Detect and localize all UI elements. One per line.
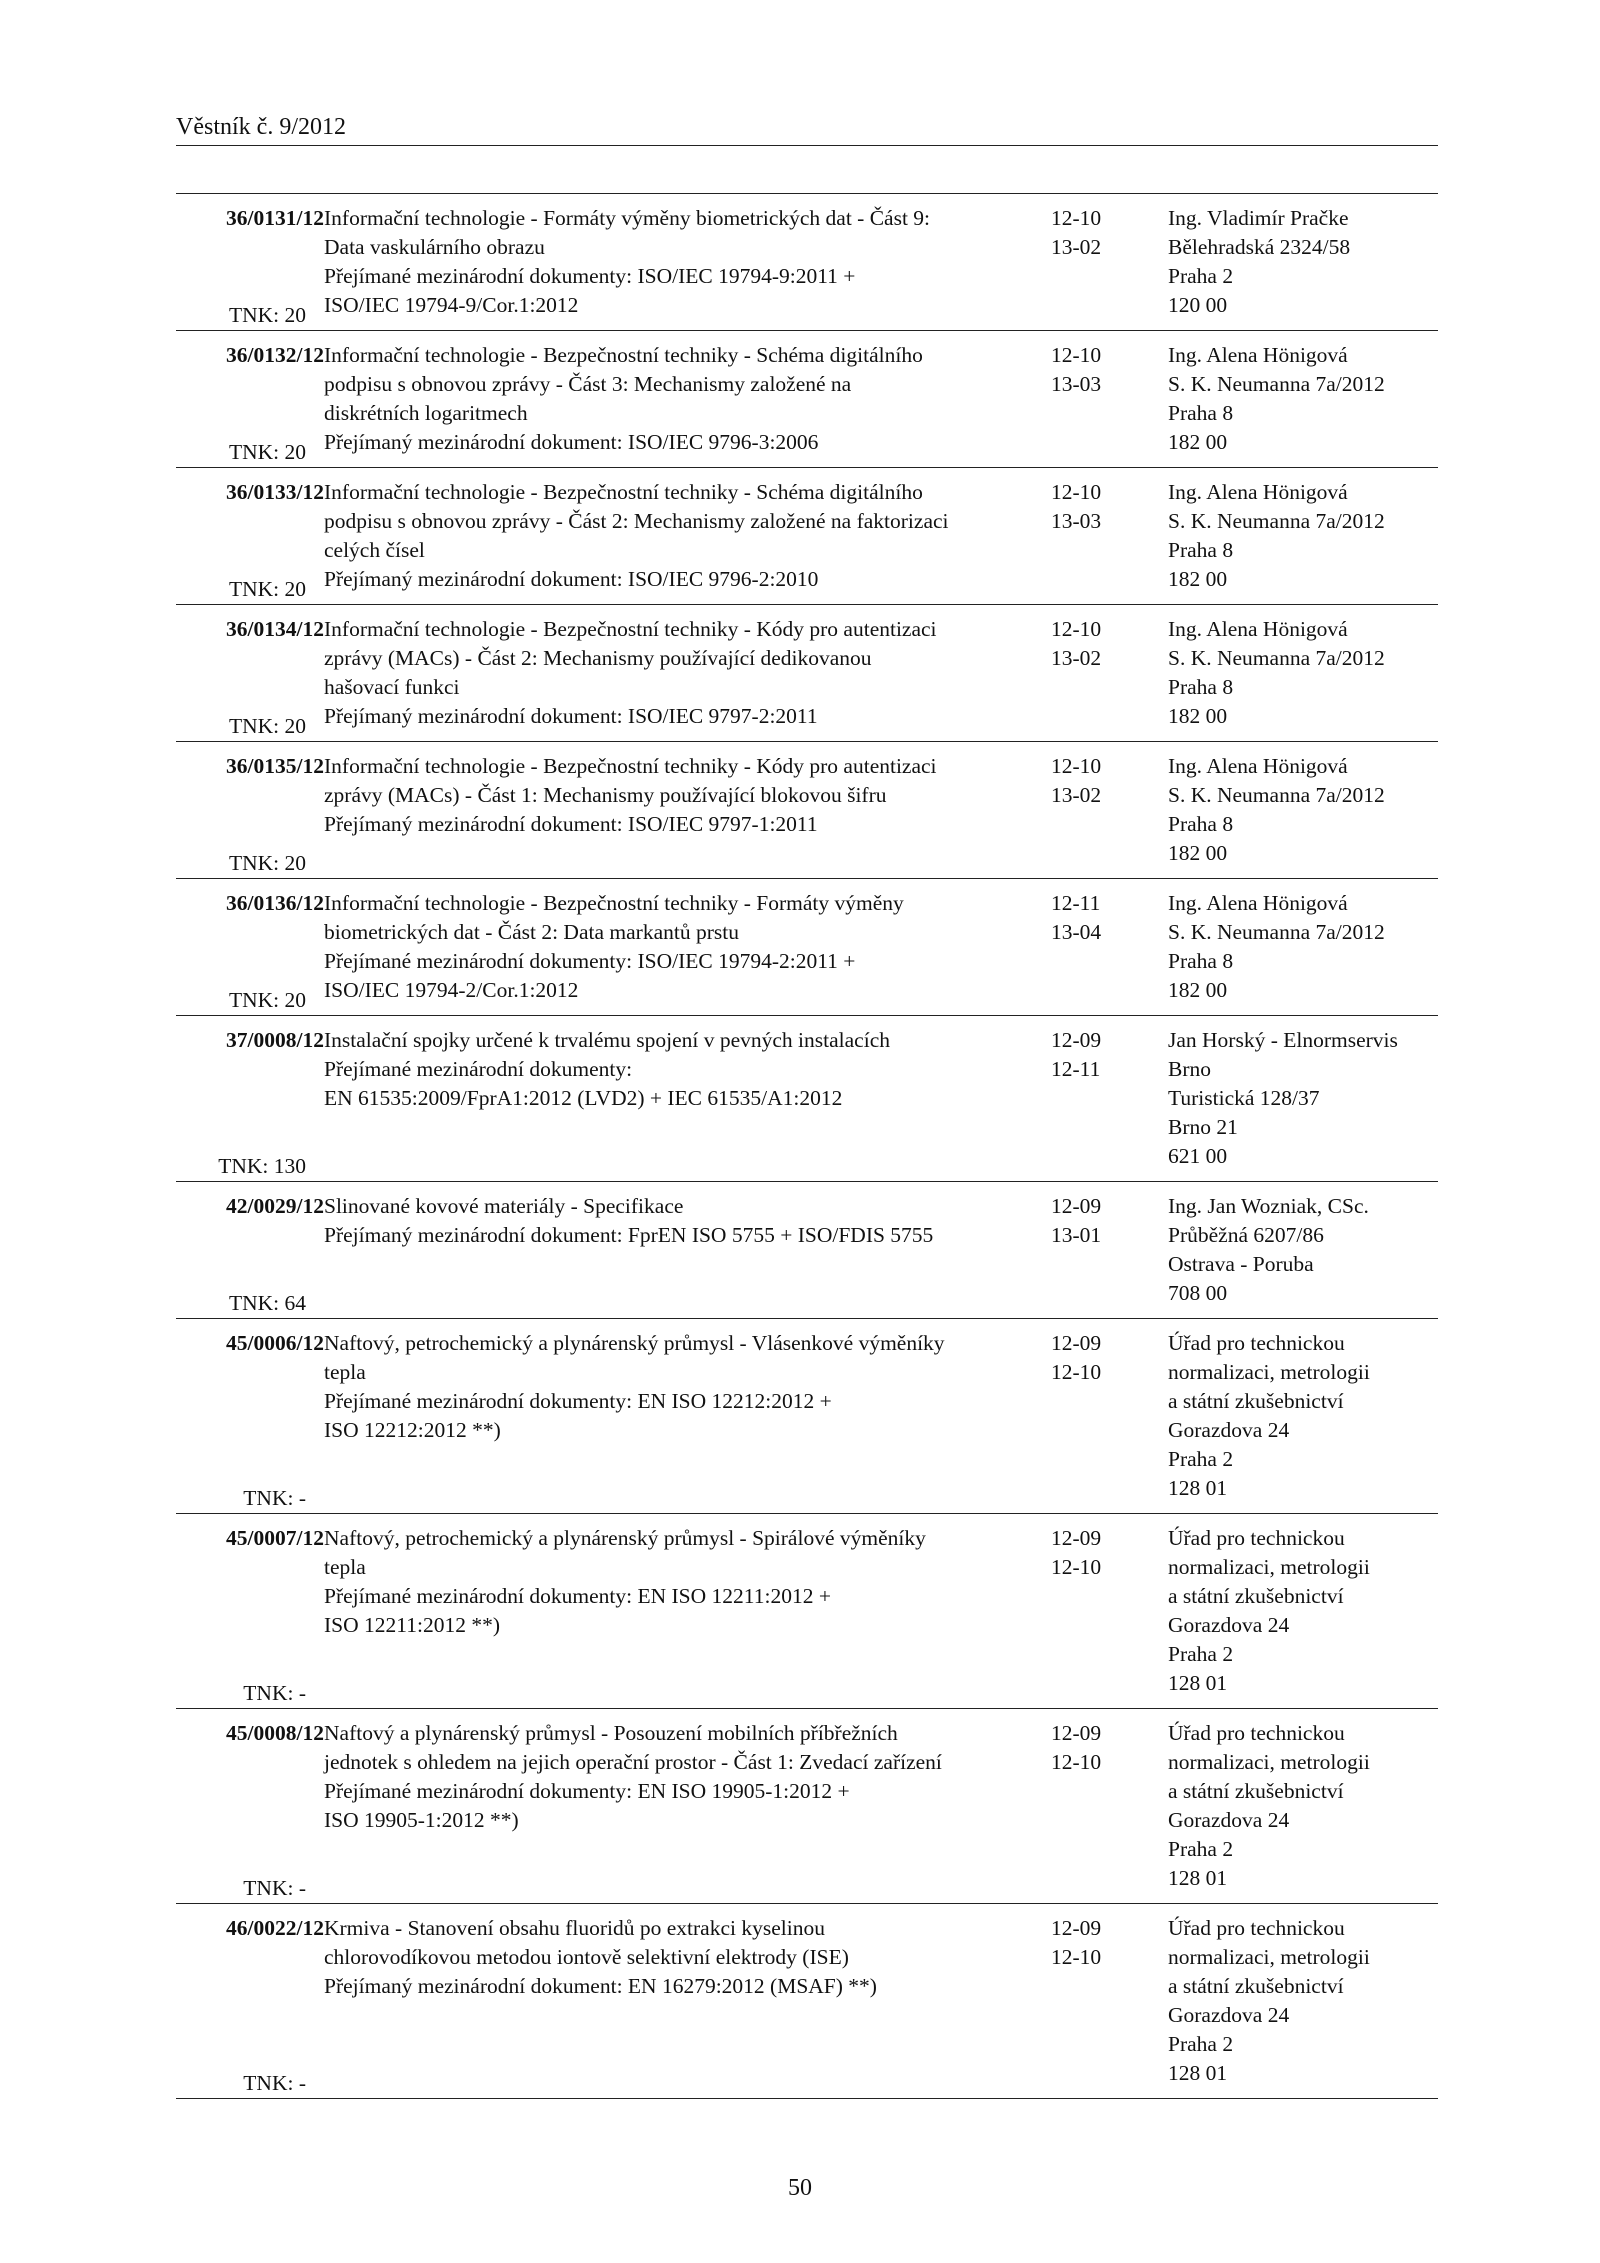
row-dates-cell [1051, 1514, 1168, 1709]
title-line: Informační technologie - Bezpečnostní techniky - Schéma digitálního [324, 480, 923, 504]
contact-line: 182 00 [1168, 841, 1228, 865]
title-line: Data vaskulárního obrazu [324, 235, 545, 259]
contact-line: 128 01 [1168, 1476, 1228, 1500]
contact-line: normalizaci, metrologii [1168, 1555, 1370, 1579]
contact-line: normalizaci, metrologii [1168, 1945, 1370, 1969]
row-dates-cell [1051, 1904, 1168, 2099]
row-title-cell [324, 1709, 1051, 1904]
row-contact-cell [1168, 331, 1438, 468]
title-line: diskrétních logaritmech [324, 401, 528, 425]
date-line: 12-10 [1051, 1555, 1102, 1579]
tnk-number: TNK: - [243, 1681, 306, 1705]
title-line: Přejímaný mezinárodní dokument: EN 16279:2012 (MSAF) **) [324, 1974, 877, 1998]
title-line: Informační technologie - Bezpečnostní techniky - Schéma digitálního [324, 343, 923, 367]
title-line: Přejímaný mezinárodní dokument: ISO/IEC 9797-1:2011 [324, 812, 818, 836]
contact-line: Praha 2 [1168, 264, 1234, 288]
table-row [176, 194, 1438, 331]
row-title-cell [324, 1514, 1051, 1709]
contact-line: Gorazdova 24 [1168, 1418, 1290, 1442]
row-contact-cell [1168, 1319, 1438, 1514]
row-dates-cell [1051, 468, 1168, 605]
date-line: 13-02 [1051, 235, 1102, 259]
contact-line: Praha 8 [1168, 675, 1234, 699]
contact-line: Úřad pro technickou [1168, 1331, 1345, 1355]
standard-code: 36/0131/12 [226, 206, 324, 230]
table-row [176, 605, 1438, 742]
contact-line: Praha 2 [1168, 2032, 1234, 2056]
table-row [176, 742, 1438, 879]
date-line: 12-09 [1051, 1526, 1102, 1550]
contact-line: S. K. Neumanna 7a/2012 [1168, 920, 1385, 944]
row-title-cell [324, 1319, 1051, 1514]
date-line: 12-10 [1051, 1360, 1102, 1384]
row-contact-cell [1168, 1904, 1438, 2099]
date-line: 12-10 [1051, 480, 1102, 504]
contact-line: Praha 8 [1168, 949, 1234, 973]
title-line: Přejímané mezinárodní dokumenty: [324, 1057, 633, 1081]
page-footer [0, 2175, 1600, 2202]
row-contact-cell [1168, 605, 1438, 742]
row-dates-cell [1051, 879, 1168, 1016]
tnk-number: TNK: - [243, 1486, 306, 1510]
row-contact-cell [1168, 1709, 1438, 1904]
title-line: ISO 12211:2012 **) [324, 1613, 500, 1637]
row-contact-cell [1168, 468, 1438, 605]
date-line: 13-02 [1051, 783, 1102, 807]
contact-line: Ostrava - Poruba [1168, 1252, 1314, 1276]
date-line: 12-11 [1051, 1057, 1101, 1081]
row-title-cell [324, 468, 1051, 605]
contact-line: Úřad pro technickou [1168, 1916, 1345, 1940]
contact-line: Ing. Alena Hönigová [1168, 480, 1348, 504]
row-contact-cell [1168, 1016, 1438, 1182]
date-line: 12-10 [1051, 206, 1102, 230]
contact-line: 128 01 [1168, 1671, 1228, 1695]
date-line: 12-10 [1051, 617, 1102, 641]
title-line: zprávy (MACs) - Část 1: Mechanismy používající blokovou šifru [324, 783, 887, 807]
table-row [176, 1016, 1438, 1182]
title-line: Přejímaný mezinárodní dokument: ISO/IEC 9796-3:2006 [324, 430, 819, 454]
contact-line: 182 00 [1168, 430, 1228, 454]
row-contact-cell [1168, 1514, 1438, 1709]
standard-code: 42/0029/12 [226, 1194, 324, 1218]
contact-line: normalizaci, metrologii [1168, 1750, 1370, 1774]
row-code-cell [176, 1319, 324, 1514]
table-row [176, 468, 1438, 605]
row-dates-cell [1051, 1709, 1168, 1904]
row-title-cell [324, 742, 1051, 879]
table-row [176, 1709, 1438, 1904]
standards-table-body [176, 194, 1438, 2099]
title-line: Přejímaný mezinárodní dokument: ISO/IEC 9797-2:2011 [324, 704, 818, 728]
row-code-cell [176, 1904, 324, 2099]
standard-code: 36/0132/12 [226, 343, 324, 367]
title-line: tepla [324, 1555, 366, 1579]
standard-code: 45/0008/12 [226, 1721, 324, 1745]
contact-line: 621 00 [1168, 1144, 1228, 1168]
row-title-cell [324, 879, 1051, 1016]
contact-line: Praha 2 [1168, 1642, 1234, 1666]
date-line: 12-09 [1051, 1028, 1102, 1052]
contact-line: Praha 8 [1168, 538, 1234, 562]
date-line: 12-09 [1051, 1194, 1102, 1218]
row-code-cell [176, 468, 324, 605]
title-line: Instalační spojky určené k trvalému spojení v pevných instalacích [324, 1028, 890, 1052]
date-line: 13-03 [1051, 509, 1102, 533]
row-contact-cell [1168, 742, 1438, 879]
row-title-cell [324, 194, 1051, 331]
contact-line: Gorazdova 24 [1168, 2003, 1290, 2027]
title-line: Přejímané mezinárodní dokumenty: ISO/IEC 19794-2:2011 + [324, 949, 856, 973]
row-title-cell [324, 1016, 1051, 1182]
table-row [176, 331, 1438, 468]
title-line: ISO/IEC 19794-2/Cor.1:2012 [324, 978, 579, 1002]
date-line: 12-09 [1051, 1331, 1102, 1355]
row-contact-cell [1168, 1182, 1438, 1319]
row-code-cell [176, 1514, 324, 1709]
title-line: Informační technologie - Formáty výměny biometrických dat - Část 9: [324, 206, 931, 230]
table-row [176, 1182, 1438, 1319]
title-line: tepla [324, 1360, 366, 1384]
title-line: biometrických dat - Část 2: Data markantů prstu [324, 920, 739, 944]
tnk-number: TNK: 20 [228, 988, 306, 1012]
table-row [176, 1904, 1438, 2099]
tnk-number: TNK: 130 [218, 1154, 306, 1178]
row-dates-cell [1051, 194, 1168, 331]
contact-line: a státní zkušebnictví [1168, 1974, 1344, 1998]
contact-line: Ing. Alena Hönigová [1168, 891, 1348, 915]
date-line: 13-03 [1051, 372, 1102, 396]
tnk-number: TNK: - [243, 2071, 306, 2095]
date-line: 12-10 [1051, 343, 1102, 367]
contact-line: S. K. Neumanna 7a/2012 [1168, 646, 1385, 670]
contact-line: Brno 21 [1168, 1115, 1238, 1139]
title-line: Přejímané mezinárodní dokumenty: EN ISO 19905-1:2012 + [324, 1779, 850, 1803]
tnk-number: TNK: 20 [228, 577, 306, 601]
title-line: EN 61535:2009/FprA1:2012 (LVD2) + IEC 61535/A1:2012 [324, 1086, 843, 1110]
contact-line: Praha 8 [1168, 401, 1234, 425]
contact-line: Bělehradská 2324/58 [1168, 235, 1351, 259]
standard-code: 45/0007/12 [226, 1526, 324, 1550]
contact-line: S. K. Neumanna 7a/2012 [1168, 372, 1385, 396]
contact-line: Praha 2 [1168, 1447, 1234, 1471]
contact-line: S. K. Neumanna 7a/2012 [1168, 509, 1385, 533]
contact-line: Úřad pro technickou [1168, 1526, 1345, 1550]
title-line: jednotek s ohledem na jejich operační prostor - Část 1: Zvedací zařízení [324, 1750, 942, 1774]
row-code-cell [176, 194, 324, 331]
row-code-cell [176, 742, 324, 879]
row-title-cell [324, 1904, 1051, 2099]
row-code-cell [176, 1709, 324, 1904]
page-number: 50 [788, 2175, 812, 2201]
row-code-cell [176, 1016, 324, 1182]
contact-line: Ing. Jan Wozniak, CSc. [1168, 1194, 1369, 1218]
title-line: celých čísel [324, 538, 425, 562]
contact-line: Gorazdova 24 [1168, 1613, 1290, 1637]
title-line: podpisu s obnovou zprávy - Část 3: Mechanismy založené na [324, 372, 852, 396]
contact-line: Ing. Vladimír Pračke [1168, 206, 1349, 230]
contact-line: 182 00 [1168, 567, 1228, 591]
title-line: ISO 12212:2012 **) [324, 1418, 501, 1442]
contact-line: a státní zkušebnictví [1168, 1584, 1344, 1608]
title-line: Přejímané mezinárodní dokumenty: EN ISO 12212:2012 + [324, 1389, 832, 1413]
date-line: 13-01 [1051, 1223, 1102, 1247]
row-code-cell [176, 605, 324, 742]
row-title-cell [324, 331, 1051, 468]
contact-line: Brno [1168, 1057, 1211, 1081]
contact-line: S. K. Neumanna 7a/2012 [1168, 783, 1385, 807]
title-line: Naftový a plynárenský průmysl - Posouzení mobilních příbřežních [324, 1721, 898, 1745]
date-line: 12-10 [1051, 1750, 1102, 1774]
title-line: chlorovodíkovou metodou iontově selektivní elektrody (ISE) [324, 1945, 849, 1969]
title-line: Přejímaný mezinárodní dokument: FprEN ISO 5755 + ISO/FDIS 5755 [324, 1223, 934, 1247]
row-dates-cell [1051, 1016, 1168, 1182]
table-row [176, 1514, 1438, 1709]
standard-code: 36/0136/12 [226, 891, 324, 915]
row-dates-cell [1051, 605, 1168, 742]
row-dates-cell [1051, 331, 1168, 468]
contact-line: Praha 2 [1168, 1837, 1234, 1861]
contact-line: Gorazdova 24 [1168, 1808, 1290, 1832]
standard-code: 36/0135/12 [226, 754, 324, 778]
standard-code: 37/0008/12 [226, 1028, 324, 1052]
contact-line: Ing. Alena Hönigová [1168, 343, 1348, 367]
contact-line: Ing. Alena Hönigová [1168, 617, 1348, 641]
contact-line: Turistická 128/37 [1168, 1086, 1320, 1110]
row-code-cell [176, 879, 324, 1016]
title-line: Krmiva - Stanovení obsahu fluoridů po extrakci kyselinou [324, 1916, 825, 1940]
title-line: Přejímané mezinárodní dokumenty: ISO/IEC 19794-9:2011 + [324, 264, 856, 288]
standard-code: 46/0022/12 [226, 1916, 324, 1940]
title-line: Přejímané mezinárodní dokumenty: EN ISO 12211:2012 + [324, 1584, 831, 1608]
contact-line: Ing. Alena Hönigová [1168, 754, 1348, 778]
date-line: 13-04 [1051, 920, 1102, 944]
title-line: podpisu s obnovou zprávy - Část 2: Mechanismy založené na faktorizaci [324, 509, 949, 533]
contact-line: normalizaci, metrologii [1168, 1360, 1370, 1384]
standard-code: 36/0134/12 [226, 617, 324, 641]
row-title-cell [324, 605, 1051, 742]
date-line: 12-09 [1051, 1916, 1102, 1940]
title-line: Slinované kovové materiály - Specifikace [324, 1194, 684, 1218]
date-line: 13-02 [1051, 646, 1102, 670]
tnk-number: TNK: 20 [228, 851, 306, 875]
title-line: Naftový, petrochemický a plynárenský průmysl - Vlásenkové výměníky [324, 1331, 945, 1355]
date-line: 12-10 [1051, 1945, 1102, 1969]
contact-line: Jan Horský - Elnormservis [1168, 1028, 1398, 1052]
row-code-cell [176, 1182, 324, 1319]
journal-title: Věstník č. 9/2012 [176, 114, 346, 140]
row-title-cell [324, 1182, 1051, 1319]
row-dates-cell [1051, 1319, 1168, 1514]
title-line: Informační technologie - Bezpečnostní techniky - Formáty výměny [324, 891, 904, 915]
contact-line: 708 00 [1168, 1281, 1228, 1305]
title-line: hašovací funkci [324, 675, 460, 699]
row-dates-cell [1051, 742, 1168, 879]
contact-line: a státní zkušebnictví [1168, 1779, 1344, 1803]
title-line: Přejímaný mezinárodní dokument: ISO/IEC 9796-2:2010 [324, 567, 819, 591]
date-line: 12-11 [1051, 891, 1101, 915]
tnk-number: TNK: 64 [228, 1291, 306, 1315]
contact-line: 182 00 [1168, 978, 1228, 1002]
tnk-number: TNK: 20 [228, 303, 306, 327]
table-row [176, 1319, 1438, 1514]
standard-code: 45/0006/12 [226, 1331, 324, 1355]
contact-line: a státní zkušebnictví [1168, 1389, 1344, 1413]
date-line: 12-10 [1051, 754, 1102, 778]
contact-line: 128 01 [1168, 1866, 1228, 1890]
title-line: ISO 19905-1:2012 **) [324, 1808, 519, 1832]
standard-code: 36/0133/12 [226, 480, 324, 504]
title-line: ISO/IEC 19794-9/Cor.1:2012 [324, 293, 579, 317]
table-row [176, 879, 1438, 1016]
title-line: Informační technologie - Bezpečnostní techniky - Kódy pro autentizaci [324, 617, 937, 641]
tnk-number: TNK: - [243, 1876, 306, 1900]
page-header [176, 113, 1438, 146]
contact-line: Úřad pro technickou [1168, 1721, 1345, 1745]
standards-table [176, 193, 1438, 2099]
title-line: zprávy (MACs) - Část 2: Mechanismy používající dedikovanou [324, 646, 872, 670]
contact-line: 120 00 [1168, 293, 1228, 317]
date-line: 12-09 [1051, 1721, 1102, 1745]
title-line: Informační technologie - Bezpečnostní techniky - Kódy pro autentizaci [324, 754, 937, 778]
contact-line: Průběžná 6207/86 [1168, 1223, 1324, 1247]
row-contact-cell [1168, 879, 1438, 1016]
row-dates-cell [1051, 1182, 1168, 1319]
contact-line: Praha 8 [1168, 812, 1234, 836]
contact-line: 128 01 [1168, 2061, 1228, 2085]
row-code-cell [176, 331, 324, 468]
tnk-number: TNK: 20 [228, 440, 306, 464]
row-contact-cell [1168, 194, 1438, 331]
tnk-number: TNK: 20 [228, 714, 306, 738]
title-line: Naftový, petrochemický a plynárenský průmysl - Spirálové výměníky [324, 1526, 926, 1550]
contact-line: 182 00 [1168, 704, 1228, 728]
